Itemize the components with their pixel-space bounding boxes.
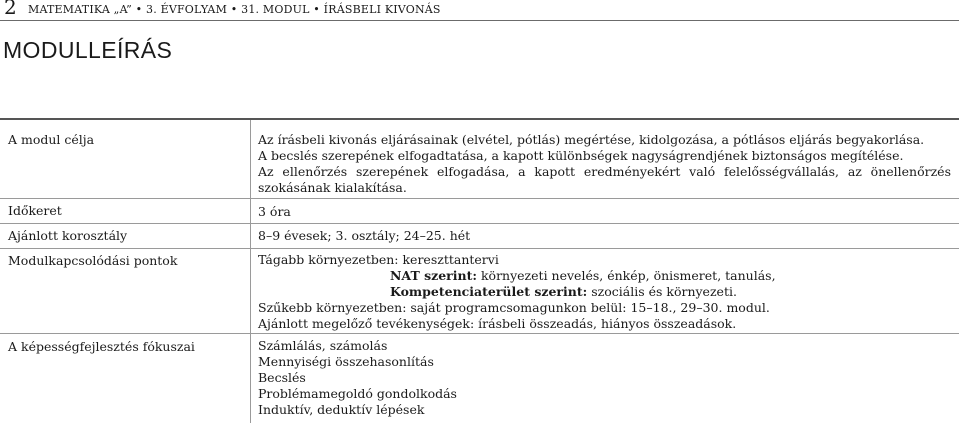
focus-label: A képességfejlesztés fókuszai xyxy=(8,339,195,354)
header-rule xyxy=(0,20,959,21)
focus-item: Induktív, deduktív lépések xyxy=(258,402,425,417)
time-text: 3 óra xyxy=(258,204,291,219)
goal-line: A becslés szerepének elfogadtatása, a kapott különbségek nagyságrendjének biztonságos megítélése. xyxy=(258,148,904,163)
focus-item: Becslés xyxy=(258,370,306,385)
age-label: Ajánlott korosztály xyxy=(8,228,128,243)
column-separator xyxy=(250,120,251,423)
goal-label: A modul célja xyxy=(8,132,95,147)
focus-item: Problémamegoldó gondolkodás xyxy=(258,386,457,401)
row-divider xyxy=(0,223,250,224)
row-divider xyxy=(251,333,959,334)
time-label: Időkeret xyxy=(8,203,62,218)
goal-content xyxy=(258,132,951,196)
age-value xyxy=(258,228,470,244)
page-number: 2 xyxy=(4,0,17,19)
links-competence xyxy=(258,284,776,300)
row-divider xyxy=(251,198,959,199)
row-divider xyxy=(251,223,959,224)
links-broad: Tágabb környezetben: kereszttantervi xyxy=(258,252,499,267)
age-text: 8–9 évesek; 3. osztály; 24–25. hét xyxy=(258,228,471,243)
focus-item: Számlálás, számolás xyxy=(258,338,388,353)
time-value xyxy=(258,204,291,220)
focus-item: Mennyiségi összehasonlítás xyxy=(258,354,434,369)
nat-value: környezeti nevelés, énkép, önismeret, tanulás, xyxy=(477,268,776,283)
row-divider xyxy=(0,333,250,334)
links-content xyxy=(258,252,776,332)
row-divider xyxy=(0,248,250,249)
goal-line: Az ellenőrzés szerepének elfogadása, a kapott eredményekért való felelősségvállalás, az önellenőrzés szokásának kialakítása. xyxy=(258,164,951,195)
goal-line: Az írásbeli kivonás eljárásainak (elvétel, pótlás) megértése, kidolgozása, a pótlásos eljárás begyakorlása. xyxy=(258,132,925,147)
running-title: MATEMATIKA „A” • 3. ÉVFOLYAM • 31. MODUL • ÍRÁSBELI KIVONÁS xyxy=(28,3,441,16)
table-top-rule xyxy=(0,118,959,120)
nat-label: NAT szerint: xyxy=(390,268,477,283)
row-divider xyxy=(251,248,959,249)
links-label: Modulkapcsolódási pontok xyxy=(8,253,178,268)
links-previous: Ajánlott megelőző tevékenységek: írásbeli összeadás, hiányos összeadások. xyxy=(258,316,737,331)
focus-list xyxy=(258,338,457,418)
links-narrow: Szűkebb környezetben: saját programcsomagunkon belül: 15–18., 29–30. modul. xyxy=(258,300,770,315)
competence-label: Kompetenciaterület szerint: xyxy=(390,284,588,299)
links-nat xyxy=(258,268,776,284)
page-title: MODULLEÍRÁS xyxy=(3,37,173,63)
competence-value: szociális és környezeti. xyxy=(587,284,737,299)
row-divider xyxy=(0,198,250,199)
